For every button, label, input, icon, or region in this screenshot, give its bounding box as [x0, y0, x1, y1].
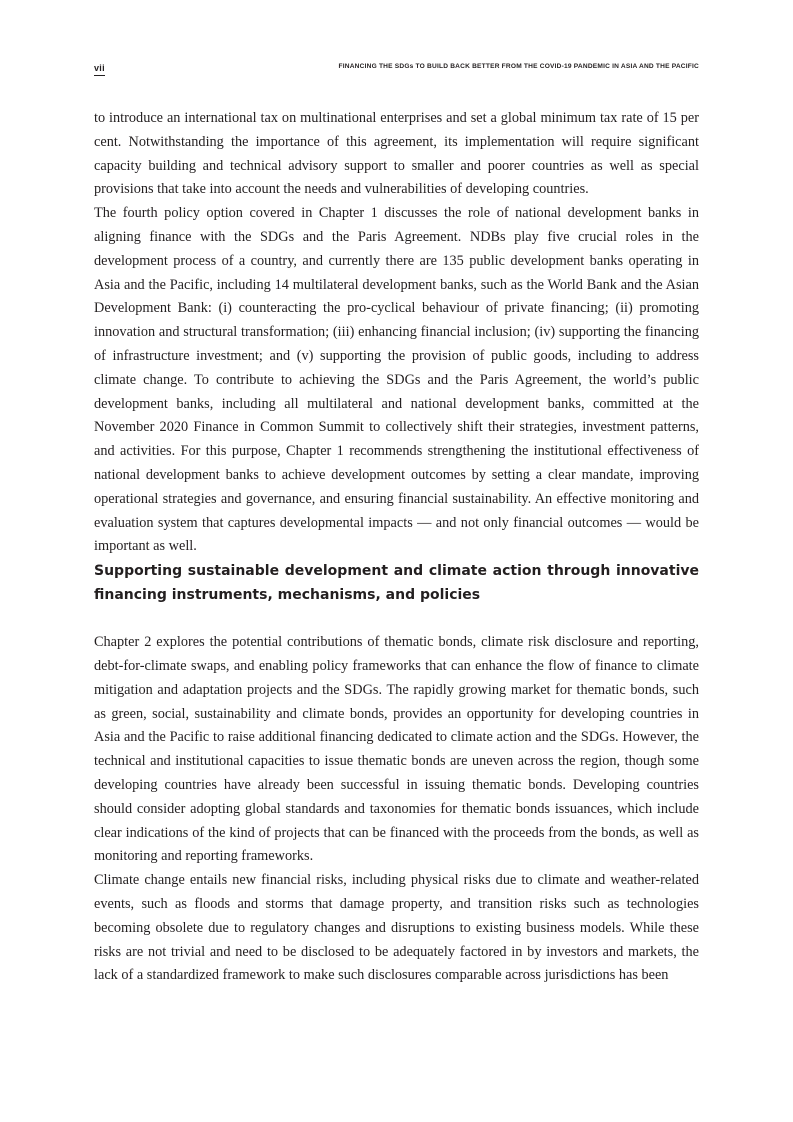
paragraph-thematic-bonds: Chapter 2 explores the potential contributions of thematic bonds, climate risk disclosure and reporting, debt-for-climate swaps, and enabling policy frameworks that can enhance the flow of finance to climate mitigation and adaptation projects and the SDGs. The rapidly growing market for thematic bonds, such as green, social, sustainability and climate bonds, provides an opportunity for developing countries in Asia and the Pacific to raise additional financing dedicated to climate action and the SDGs. However, the technical and institutional capacities to issue thematic bonds are uneven across the region, though some developing countries have already been successful in issuing thematic bonds. Developing countries should consider adopting global standards and taxonomies for thematic bonds issuances, which include clear indications of the kind of projects that can be financed with the proceeds from the bonds, as well as monitoring and reporting frameworks. — [94, 634, 699, 865]
page-body — [94, 107, 699, 988]
page-number-underline — [94, 75, 105, 76]
page-number: vii — [94, 63, 105, 73]
paragraph-climate-financial-risks: Climate change entails new financial risks, including physical risks due to climate and weather-related events, such as floods and storms that damage property, and transition risks such as technologies becoming obsolete due to regulatory changes and disruptions to existing business models. While these risks are not trivial and need to be disclosed to be adequately factored in by investors and markets, the lack of a standardized framework to make such disclosures comparable across jurisdictions has been — [94, 872, 699, 984]
page-header — [94, 60, 699, 78]
running-title: FINANCING THE SDGs TO BUILD BACK BETTER FROM THE COVID-19 PANDEMIC IN ASIA AND THE PACIFIC — [338, 63, 699, 70]
section-heading: Supporting sustainable development and climate action through innovative financing instruments, mechanisms, and policies — [94, 563, 699, 604]
paragraph-continued: to introduce an international tax on multinational enterprises and set a global minimum tax rate of 15 per cent. Notwithstanding the importance of this agreement, its implementation will require significant capacity building and technical advisory support to smaller and poorer countries as well as special provisions that take into account the needs and vulnerabilities of developing countries. — [94, 110, 699, 198]
paragraph-national-development-banks: The fourth policy option covered in Chapter 1 discusses the role of national development banks in aligning finance with the SDGs and the Paris Agreement. NDBs play five crucial roles in the development process of a country, and currently there are 135 public development banks operating in Asia and the Pacific, including 14 multilateral development banks, such as the World Bank and the Asian Development Bank: (i) counteracting the pro-cyclical behaviour of private financing; (ii) promoting innovation and structural transformation; (iii) enhancing financial inclusion; (iv) supporting the financing of infrastructure investment; and (v) supporting the provision of public goods, including to address climate change. To contribute to achieving the SDGs and the Paris Agreement, the world’s public development banks, including all multilateral and national development banks, committed at the November 2020 Finance in Common Summit to collectively shift their strategies, investment patterns, and activities. For this purpose, Chapter 1 recommends strengthening the institutional effectiveness of national development banks to achieve development outcomes by setting a clear mandate, improving operational strategies and governance, and ensuring financial sustainability. An effective monitoring and evaluation system that captures developmental impacts — and not only financial outcomes — would be important as well. — [94, 205, 699, 555]
